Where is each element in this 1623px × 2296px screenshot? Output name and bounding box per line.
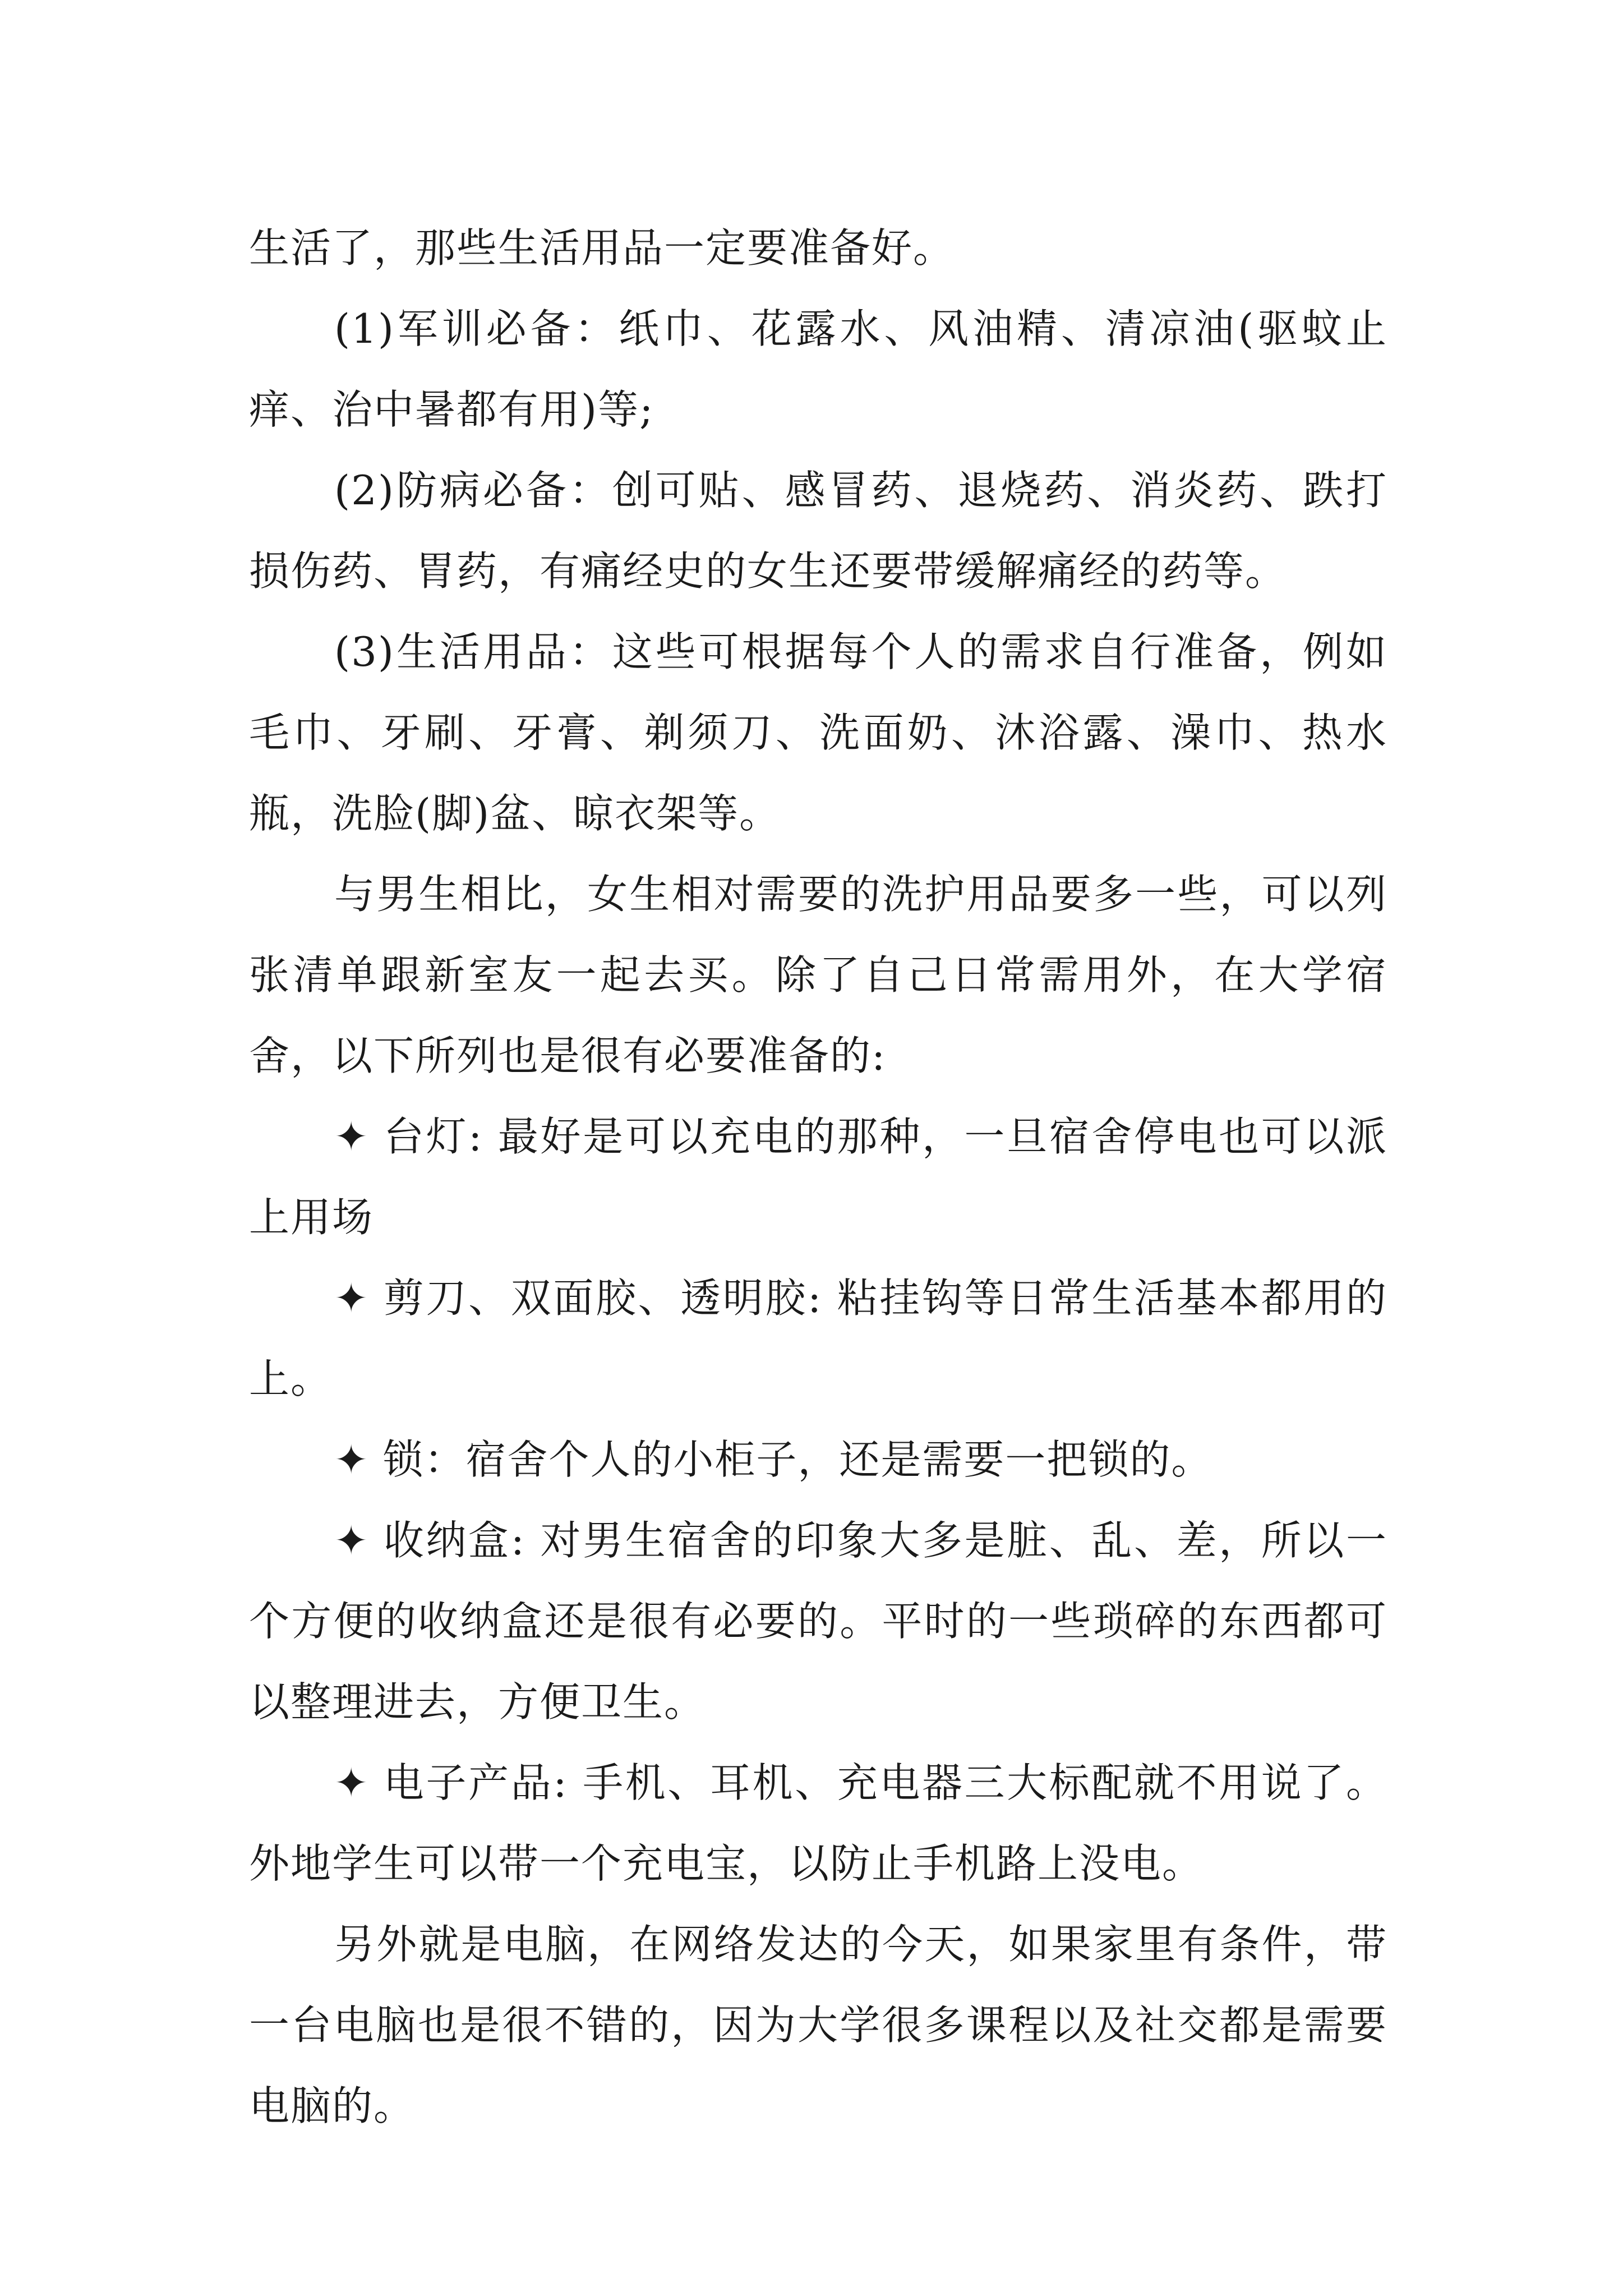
bullet-star-icon: ✦	[334, 1517, 370, 1564]
paragraph-dorm-intro: 与男生相比，女生相对需要的洗护用品要多一些，可以列张清单跟新室友一起去买。除了自己日常需用外，在大学宿舍，以下所列也是很有必要准备的:	[249, 871, 1387, 1079]
bullet-item-scissors-tape	[249, 1258, 1387, 1419]
bullet-item-text: 电子产品: 手机、耳机、充电器三大标配就不用说了。外地学生可以带一个充电宝，以防止手机路上没电。	[249, 1759, 1387, 1887]
paragraph-military-training-supplies: (1)军训必备：纸巾、花露水、风油精、清凉油(驱蚊止痒、治中暑都有用)等;	[249, 305, 1387, 433]
bullet-item-text: 锁：宿舍个人的小柜子，还是需要一把锁的。	[382, 1436, 1213, 1483]
bullet-item-text: 收纳盒: 对男生宿舍的印象大多是脏、乱、差，所以一个方便的收纳盒还是很有必要的。平时的一些琐碎的东西都可以整理进去，方便卫生。	[249, 1517, 1387, 1726]
paragraph-daily-necessities: (3)生活用品：这些可根据每个人的需求自行准备，例如毛巾、牙刷、牙膏、剃须刀、洗面奶、沐浴露、澡巾、热水瓶，洗脸(脚)盆、晾衣架等。	[249, 628, 1387, 837]
body-text	[249, 208, 1387, 2146]
bullet-item-desk-lamp	[249, 1096, 1387, 1258]
bullet-star-icon: ✦	[334, 1436, 370, 1483]
bullet-item-storage-box	[249, 1500, 1387, 1742]
bullet-item-text: 剪刀、双面胶、透明胶: 粘挂钩等日常生活基本都用的上。	[249, 1274, 1387, 1402]
bullet-star-icon: ✦	[334, 1113, 370, 1160]
paragraph-computer: 另外就是电脑，在网络发达的今天，如果家里有条件，带一台电脑也是很不错的，因为大学很多课程以及社交都是需要电脑的。	[249, 1921, 1387, 2129]
bullet-item-electronics	[249, 1742, 1387, 1904]
paragraph-medicine-supplies: (2)防病必备：创可贴、感冒药、退烧药、消炎药、跌打损伤药、胃药，有痛经史的女生还要带缓解痛经的药等。	[249, 467, 1387, 595]
paragraph-continuation: 生活了，那些生活用品一定要准备好。	[249, 224, 955, 272]
bullet-star-icon: ✦	[334, 1759, 370, 1806]
bullet-star-icon: ✦	[334, 1274, 370, 1322]
bullet-item-lock	[249, 1419, 1387, 1500]
bullet-item-text: 台灯: 最好是可以充电的那种，一旦宿舍停电也可以派上用场	[249, 1113, 1387, 1241]
